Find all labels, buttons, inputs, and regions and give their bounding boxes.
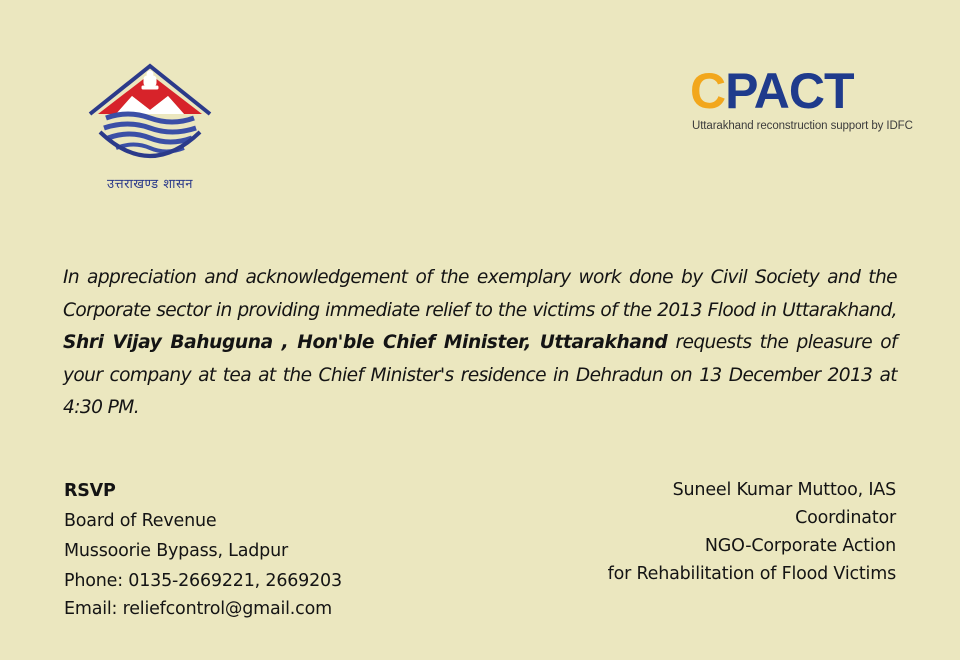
rsvp-email: Email: reliefcontrol@gmail.com (64, 599, 332, 619)
cpact-letter-c: C (690, 63, 726, 119)
cpact-letters-rest: PACT (725, 63, 854, 119)
rsvp-address-line2: Mussoorie Bypass, Ladpur (64, 541, 288, 561)
cpact-wordmark (690, 63, 854, 119)
rsvp-block (64, 476, 464, 622)
message-intro: In appreciation and acknowledgement of the exemplary work done by Civil Society and the Corporate sector in providing immediate relief to the victims of the 2013 Flood in Uttarakhand, (63, 267, 897, 321)
rsvp-title: RSVP (64, 481, 116, 501)
coordinator-role: Coordinator (795, 508, 896, 528)
cpact-tagline: Uttarakhand reconstruction support by IDFC (692, 120, 913, 132)
uttarakhand-govt-emblem (84, 62, 216, 194)
rsvp-phone: Phone: 0135-2669221, 2669203 (64, 571, 342, 591)
message-host: Shri Vijay Bahuguna , Hon'ble Chief Minister, Uttarakhand (63, 332, 668, 353)
coordinator-org: NGO-Corporate Action (704, 536, 896, 556)
rsvp-address-line1: Board of Revenue (64, 511, 217, 531)
cpact-logo (690, 63, 913, 138)
emblem-caption: उत्तराखण्ड शासन (107, 177, 193, 192)
invitation-message (63, 262, 897, 425)
uttarakhand-govt-emblem-icon (84, 62, 216, 174)
coordinator-name: Suneel Kumar Muttoo, IAS (672, 480, 896, 500)
coordinator-purpose: for Rehabilitation of Flood Victims (607, 564, 896, 584)
coordinator-block (476, 476, 896, 588)
message-details: requests the pleasure of your company at tea at the Chief Minister's residence in Dehradun on 13 December 2013 at 4:30 PM. (63, 332, 897, 418)
